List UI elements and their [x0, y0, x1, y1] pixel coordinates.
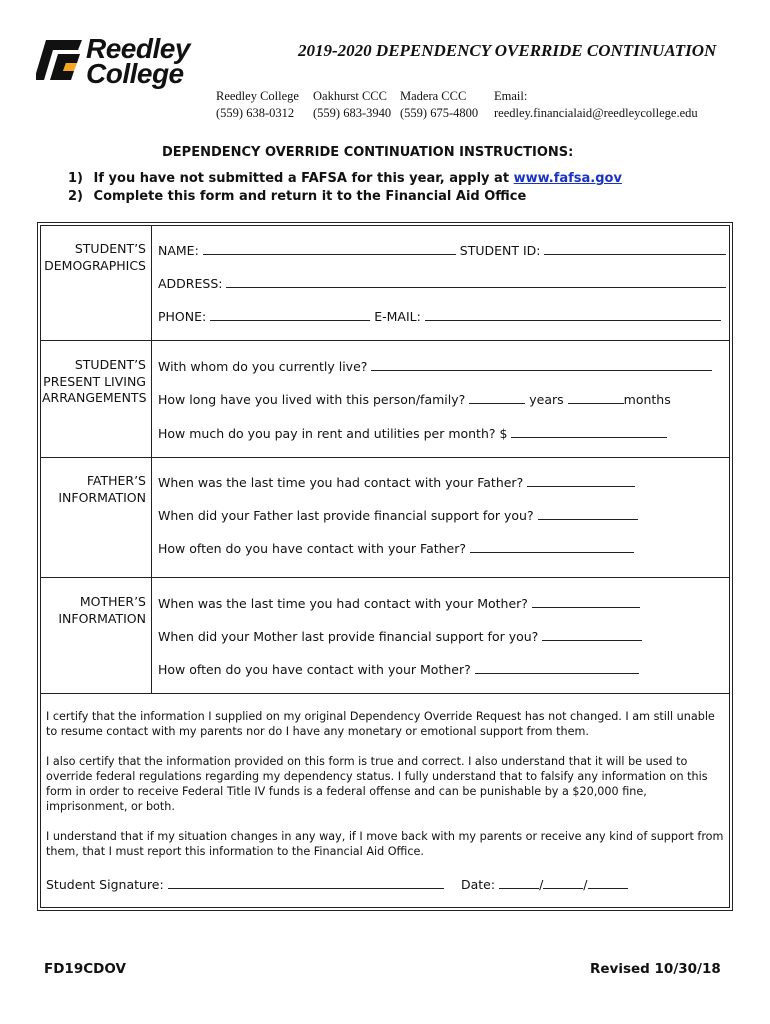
step-number: 1)	[68, 171, 83, 186]
living-q2[interactable]	[158, 390, 671, 407]
instructions-title: DEPENDENCY OVERRIDE CONTINUATION INSTRUCTIONS:	[162, 145, 574, 160]
address-field[interactable]	[158, 274, 726, 291]
contact-name: Reedley College	[216, 89, 299, 103]
question-text: How much do you pay in rent and utilities per month? $	[158, 426, 508, 441]
certification-paragraph-3: I understand that if my situation changes in any way, if I move back with my parents or receive any kind of support from them, that I must report this information to the Financial Aid Office.	[46, 830, 724, 858]
years-blank[interactable]	[469, 390, 525, 404]
name-label: NAME:	[158, 243, 199, 258]
father-q1[interactable]	[158, 473, 635, 490]
section-label-demographics: STUDENT’S DEMOGRAPHICS	[44, 241, 146, 273]
section-label-living: STUDENT’S PRESENT LIVING ARRANGEMENTS	[42, 357, 147, 405]
question-text: How often do you have contact with your Father?	[158, 541, 467, 556]
answer-blank[interactable]	[470, 539, 634, 553]
question-text: When did your Father last provide financial support for you?	[158, 508, 534, 523]
section-label-mother: MOTHER’S INFORMATION	[58, 594, 146, 626]
certification-paragraph-2: I also certify that the information provided on this form is true and correct. I also understand that it will be used to override federal regulations regarding my dependency status. I fully understand that to falsify any information on this form in order to receive Federal Title IV funds is a federal offense and can be punishable by a $20,000 fine, imprisonment, or both.	[46, 755, 708, 813]
name-blank[interactable]	[203, 241, 456, 255]
living-q1[interactable]	[158, 357, 712, 374]
phone-label: PHONE:	[158, 309, 207, 324]
contact-email	[494, 88, 698, 122]
step-number: 2)	[68, 189, 83, 204]
instruction-step-2	[68, 189, 526, 204]
date-label: Date:	[461, 877, 496, 892]
answer-blank[interactable]	[371, 357, 712, 371]
answer-blank[interactable]	[475, 660, 639, 674]
form-title: 2019-2020 DEPENDENCY OVERRIDE CONTINUATION	[298, 41, 717, 60]
question-text: When did your Mother last provide financial support for you?	[158, 629, 539, 644]
contact-reedley	[216, 88, 299, 122]
revised-date: Revised 10/30/18	[590, 961, 721, 977]
email-blank[interactable]	[425, 307, 721, 321]
form-code: FD19CDOV	[44, 961, 126, 977]
signature-blank[interactable]	[168, 875, 444, 889]
months-blank[interactable]	[568, 390, 624, 404]
question-text: When was the last time you had contact with your Mother?	[158, 596, 528, 611]
father-q2[interactable]	[158, 506, 638, 523]
name-field[interactable]	[158, 241, 726, 258]
living-q3[interactable]	[158, 424, 667, 441]
logo-line-2: College	[86, 58, 184, 89]
date-month-blank[interactable]	[499, 875, 539, 889]
fafsa-link[interactable]: www.fafsa.gov	[513, 171, 622, 186]
address-blank[interactable]	[226, 274, 726, 288]
label-column-divider	[151, 226, 152, 693]
contact-madera	[400, 88, 478, 122]
contact-oakhurst	[313, 88, 391, 122]
question-text: How long have you lived with this person/family?	[158, 392, 466, 407]
answer-blank[interactable]	[542, 627, 642, 641]
college-logo-wordmark	[86, 33, 190, 89]
certification-paragraph-1: I certify that the information I supplied on my original Dependency Override Request has not changed. I am still unable to resume contact with my parents nor do I have any monetary or emotional support from them.	[46, 710, 715, 738]
answer-blank[interactable]	[532, 594, 640, 608]
date-year-blank[interactable]	[588, 875, 628, 889]
answer-blank[interactable]	[538, 506, 638, 520]
section-label-father: FATHER’S INFORMATION	[58, 473, 146, 505]
date-day-blank[interactable]	[543, 875, 583, 889]
address-label: ADDRESS:	[158, 276, 223, 291]
contact-name: Madera CCC	[400, 89, 467, 103]
mother-q3[interactable]	[158, 660, 639, 677]
answer-blank[interactable]	[511, 424, 667, 438]
college-logo-icon	[36, 38, 84, 82]
mother-q2[interactable]	[158, 627, 642, 644]
question-text: When was the last time you had contact with your Father?	[158, 475, 524, 490]
email-label: E-MAIL:	[374, 309, 421, 324]
years-label: years	[529, 392, 564, 407]
contact-name: Oakhurst CCC	[313, 89, 387, 103]
phone-blank[interactable]	[210, 307, 370, 321]
mother-q1[interactable]	[158, 594, 640, 611]
date-field[interactable]: Date: / /	[461, 875, 628, 892]
student-id-blank[interactable]	[544, 241, 726, 255]
contact-phone: (559) 638-0312	[216, 106, 295, 120]
phone-email-field[interactable]	[158, 307, 721, 324]
step-text: If you have not submitted a FAFSA for this year, apply at	[93, 171, 510, 186]
answer-blank[interactable]	[527, 473, 635, 487]
question-text: How often do you have contact with your Mother?	[158, 662, 471, 677]
step-text: Complete this form and return it to the Financial Aid Office	[93, 189, 527, 204]
contact-email-label: Email:	[494, 89, 528, 103]
section-divider	[40, 340, 730, 341]
section-divider	[40, 693, 730, 694]
logo-line-1: Reedley	[86, 33, 190, 64]
contact-phone: (559) 683-3940	[313, 106, 392, 120]
contact-phone: (559) 675-4800	[400, 106, 479, 120]
contact-email-address[interactable]: reedley.financialaid@reedleycollege.edu	[494, 106, 698, 120]
signature-field[interactable]	[46, 875, 444, 892]
question-text: With whom do you currently live?	[158, 359, 368, 374]
instruction-step-1	[68, 171, 622, 186]
student-id-label: STUDENT ID:	[459, 243, 541, 258]
section-divider	[40, 577, 730, 578]
signature-label: Student Signature:	[46, 877, 164, 892]
section-divider	[40, 457, 730, 458]
father-q3[interactable]	[158, 539, 634, 556]
months-label: months	[623, 392, 671, 407]
